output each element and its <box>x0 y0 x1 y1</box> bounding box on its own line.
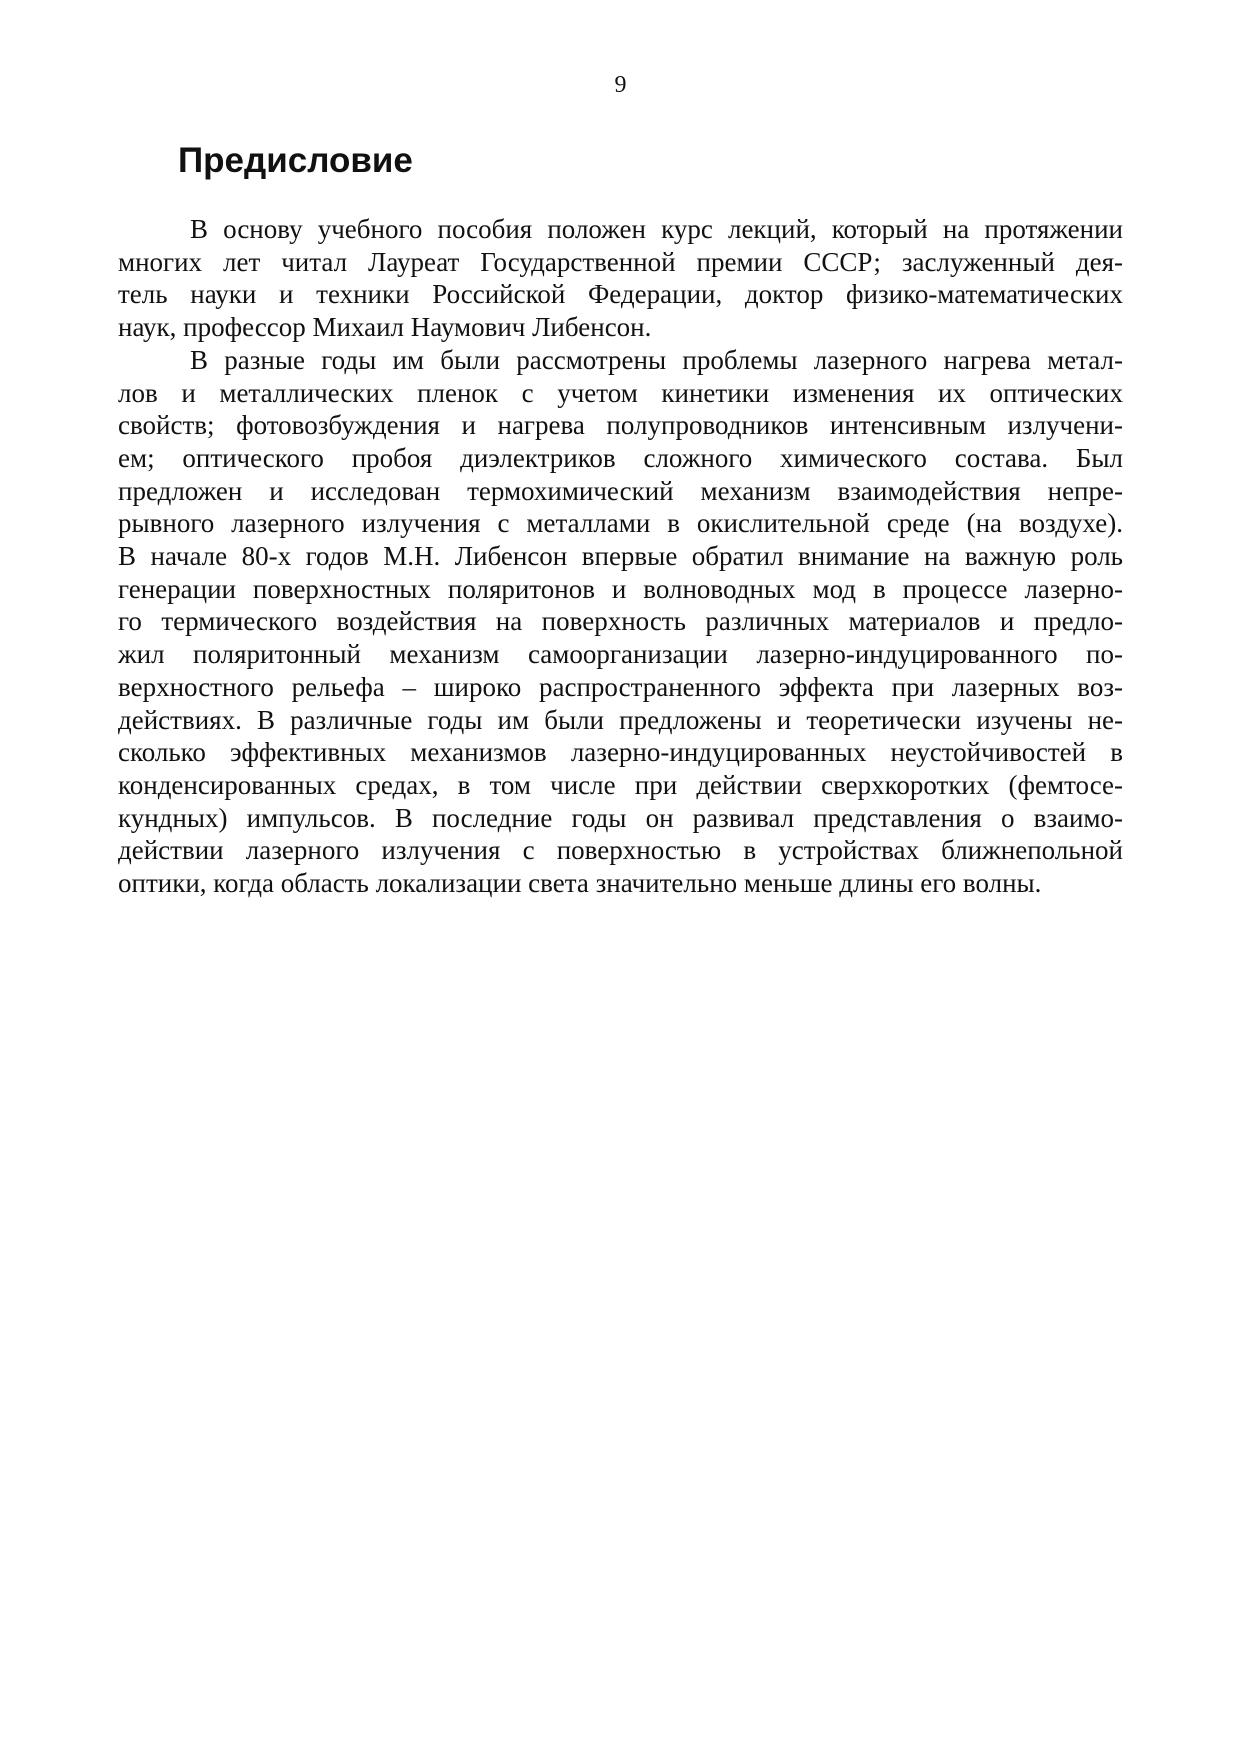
text-line: лов и металлических пленок с учетом кинетики изменения их оптических <box>118 377 1123 408</box>
text-line: рывного лазерного излучения с металлами в окислительной среде (на воздухе). <box>118 508 1123 539</box>
page-number: 9 <box>614 72 627 98</box>
text-line: оптики, когда область локализации света значительно меньше длины его волны. <box>118 868 1042 899</box>
text-line: свойств; фотовозбуждения и нагрева полупроводников интенсивным излучени- <box>118 410 1123 441</box>
text-line: генерации поверхностных поляритонов и волноводных мод в процессе лазерно- <box>118 573 1123 604</box>
text-line: В разные годы им были рассмотрены проблемы лазерного нагрева метал- <box>190 344 1123 375</box>
text-line: сколько эффективных механизмов лазерно-индуцированных неустойчивостей в <box>118 737 1123 768</box>
section-heading: Предисловие <box>178 141 413 180</box>
text-line: многих лет читал Лауреат Государственной премии СССР; заслуженный дея- <box>118 246 1123 277</box>
text-line: действии лазерного излучения с поверхностью в устройствах ближнепольной <box>118 835 1123 866</box>
text-line: жил поляритонный механизм самоорганизации лазерно-индуцированного по- <box>118 639 1123 670</box>
text-line: тель науки и техники Российской Федерации, доктор физико-математических <box>118 279 1123 310</box>
text-line: верхностного рельефа – широко распространенного эффекта при лазерных воз- <box>118 671 1123 702</box>
text-line: конденсированных средах, в том числе при действии сверхкоротких (фемтосе- <box>118 769 1123 800</box>
paragraph-2 <box>118 344 1123 900</box>
paragraph-1 <box>118 213 1123 344</box>
text-line: кундных) импульсов. В последние годы он развивал представления о взаимо- <box>118 802 1123 833</box>
text-line: наук, профессор Михаил Наумович Либенсон. <box>118 312 652 343</box>
text-line: ем; оптического пробоя диэлектриков сложного химического состава. Был <box>118 442 1123 473</box>
text-line: действиях. В различные годы им были предложены и теоретически изучены не- <box>118 704 1123 735</box>
text-line: В начале 80-х годов М.Н. Либенсон впервые обратил внимание на важную роль <box>118 541 1123 572</box>
text-line: го термического воздействия на поверхность различных материалов и предло- <box>118 606 1123 637</box>
body-text <box>118 213 1123 900</box>
text-line: предложен и исследован термохимический механизм взаимодействия непре- <box>118 475 1123 506</box>
text-line: В основу учебного пособия положен курс лекций, который на протяжении <box>190 214 1123 244</box>
